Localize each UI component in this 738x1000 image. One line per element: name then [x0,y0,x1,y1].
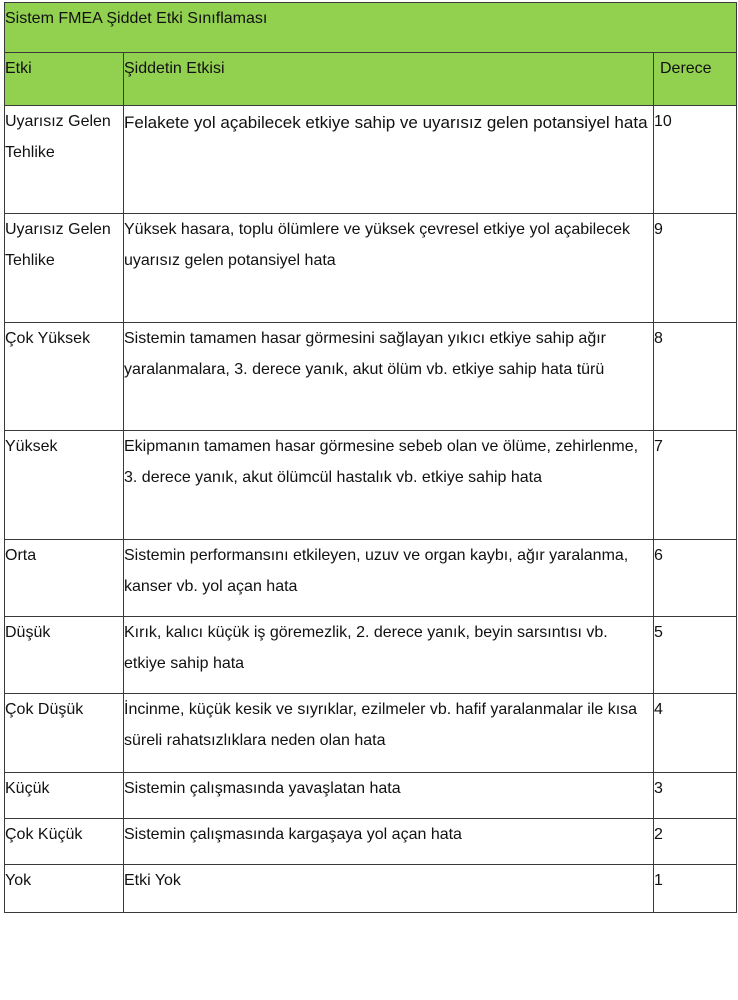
table-row [5,865,737,913]
table-title-row [5,3,737,53]
siddetin-etkisi-cell: Sistemin performansını etkileyen, uzuv ve organ kaybı, ağır yaralanma, kanser vb. yol açan hata [124,540,654,617]
table-row [5,540,737,617]
derece-cell: 5 [654,617,737,694]
derece-cell: 8 [654,323,737,431]
siddetin-etkisi-cell: Sistemin tamamen hasar görmesini sağlayan yıkıcı etkiye sahip ağır yaralanmalara, 3. derece yanık, akut ölüm vb. etkiye sahip hata türü [124,323,654,431]
derece-cell: 10 [654,106,737,214]
table-row [5,773,737,819]
etki-cell: Uyarısız Gelen Tehlike [5,214,124,323]
etki-cell: Yok [5,865,124,913]
siddetin-etkisi-cell: Felakete yol açabilecek etkiye sahip ve uyarısız gelen potansiyel hata [124,106,654,214]
derece-cell: 1 [654,865,737,913]
derece-cell: 6 [654,540,737,617]
siddetin-etkisi-cell: Sistemin çalışmasında yavaşlatan hata [124,773,654,819]
etki-cell: Küçük [5,773,124,819]
etki-cell: Çok Küçük [5,819,124,865]
derece-cell: 9 [654,214,737,323]
table-row [5,214,737,323]
column-header-siddetin-etkisi: Şiddetin Etkisi [124,53,654,106]
table-row [5,819,737,865]
table-row [5,694,737,773]
derece-cell: 3 [654,773,737,819]
etki-cell: Çok Düşük [5,694,124,773]
etki-cell: Uyarısız Gelen Tehlike [5,106,124,214]
siddetin-etkisi-cell: Etki Yok [124,865,654,913]
table-row [5,323,737,431]
column-header-derece: Derece [654,53,737,106]
table-header-row [5,53,737,106]
siddetin-etkisi-cell: Kırık, kalıcı küçük iş göremezlik, 2. derece yanık, beyin sarsıntısı vb. etkiye sahip hata [124,617,654,694]
table-row [5,106,737,214]
table-row [5,431,737,540]
etki-cell: Yüksek [5,431,124,540]
column-header-etki: Etki [5,53,124,106]
derece-cell: 4 [654,694,737,773]
derece-cell: 7 [654,431,737,540]
derece-cell: 2 [654,819,737,865]
etki-cell: Düşük [5,617,124,694]
siddetin-etkisi-cell: Yüksek hasara, toplu ölümlere ve yüksek çevresel etkiye yol açabilecek uyarısız gelen potansiyel hata [124,214,654,323]
siddetin-etkisi-cell: Sistemin çalışmasında kargaşaya yol açan hata [124,819,654,865]
table-row [5,617,737,694]
table-title: Sistem FMEA Şiddet Etki Sınıflaması [5,3,737,53]
etki-cell: Çok Yüksek [5,323,124,431]
fmea-severity-table [4,2,737,913]
siddetin-etkisi-cell: İncinme, küçük kesik ve sıyrıklar, ezilmeler vb. hafif yaralanmalar ile kısa süreli rahatsızlıklara neden olan hata [124,694,654,773]
etki-cell: Orta [5,540,124,617]
siddetin-etkisi-cell: Ekipmanın tamamen hasar görmesine sebeb olan ve ölüme, zehirlenme, 3. derece yanık, akut ölümcül hastalık vb. etkiye sahip hata [124,431,654,540]
